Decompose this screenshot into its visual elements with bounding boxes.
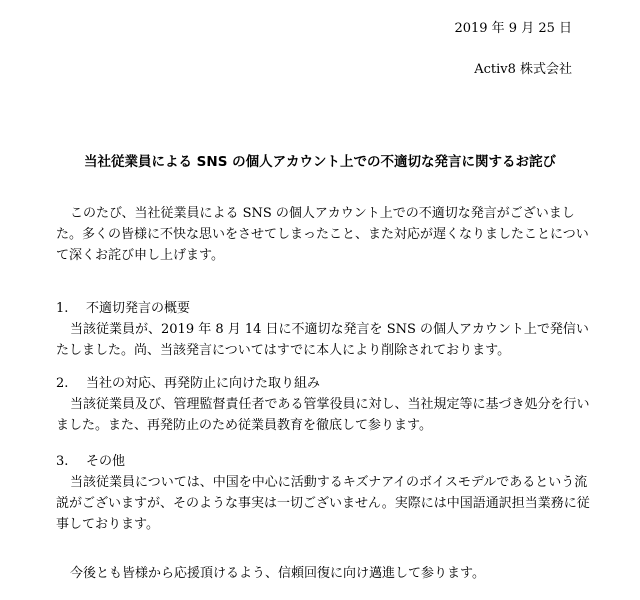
section-3-heading: その他 xyxy=(86,454,126,469)
section-3 xyxy=(56,451,590,535)
document-date: 2019 年 9 月 25 日 xyxy=(454,21,572,36)
section-3-body: 当該従業員については、中国を中心に活動するキズナアイのボイスモデルであるという流説がございますが、そのような事実は一切ございません。実際には中国語通訳担当業務に従事しております。 xyxy=(56,475,590,532)
section-2-heading-line xyxy=(56,373,590,394)
section-2-number: 2. xyxy=(56,376,69,391)
intro-paragraph: このたび、当社従業員による SNS の個人アカウント上での不適切な発言がございました。多くの皆様に不快な思いをさせてしまったこと、また対応が遅くなりましたことについて深くお詫び申し上げます。 xyxy=(56,206,589,263)
section-3-number: 3. xyxy=(56,454,69,469)
section-1-body: 当該従業員が、2019 年 8 月 14 日に不適切な発言を SNS の個人アカウント上で発信いたしました。尚、当該発言についてはすでに本人により削除されております。 xyxy=(56,322,589,358)
section-3-heading-line xyxy=(56,451,590,472)
section-1 xyxy=(56,298,590,361)
section-1-number: 1. xyxy=(56,301,69,316)
section-1-heading-line xyxy=(56,298,590,319)
section-2-body: 当該従業員及び、管理監督責任者である管掌役員に対し、当社規定等に基づき処分を行いました。また、再発防止のため従業員教育を徹底して参ります。 xyxy=(56,397,590,433)
closing-paragraph: 今後とも皆様から応援頂けるよう、信頼回復に向け邁進して参ります。 xyxy=(70,566,485,581)
section-1-heading: 不適切発言の概要 xyxy=(86,301,191,316)
section-2-heading: 当社の対応、再発防止に向けた取り組み xyxy=(86,376,321,391)
document-title: 当社従業員による SNS の個人アカウント上での不適切な発言に関するお詫び xyxy=(83,154,556,170)
section-2 xyxy=(56,373,590,436)
company-name: Activ8 株式会社 xyxy=(474,62,572,77)
